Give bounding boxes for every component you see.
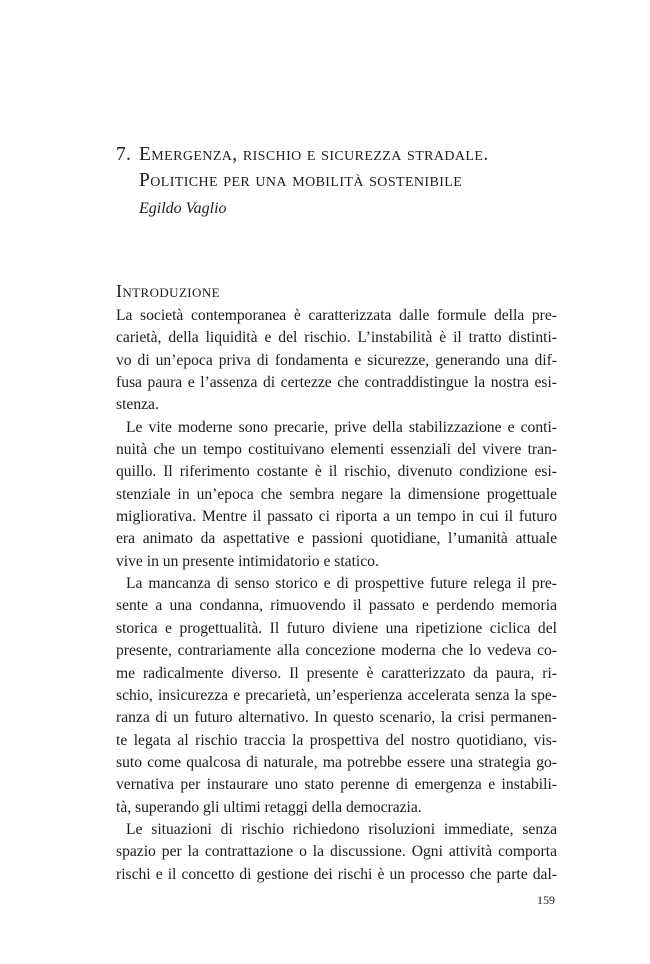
- text-line: presente, contrariamente alla concezione moderna che lo vedeva co-: [116, 642, 557, 660]
- text-line: sente a una condanna, rimuovendo il passato e perdendo memoria: [116, 597, 557, 615]
- text-line: spazio per la contrattazione o la discussione. Ogni attività comporta: [116, 843, 557, 861]
- chapter-number: 7.: [116, 144, 132, 165]
- text-line: La società contemporanea è caratterizzata dalle formule della pre-: [116, 307, 557, 324]
- paragraph: [116, 573, 557, 819]
- section-title: Introduzione: [116, 281, 220, 301]
- text-line: migliorativa. Mentre il passato ci riporta a un tempo in cui il futuro: [116, 508, 557, 526]
- chapter-title-line: Politiche per una mobilità sostenibile: [139, 170, 463, 191]
- text-line: te legata al rischio traccia la prospettiva del nostro quotidiano, vis-: [116, 731, 557, 749]
- text-line: rischi e il concetto di gestione dei rischi è un processo che parte dal-: [116, 865, 557, 883]
- text-line: La mancanza di senso storico e di prospettive future relega il pre-: [126, 575, 557, 593]
- chapter-title: [139, 142, 586, 194]
- text-line: carietà, della liquidità e del rischio. L’instabilità è il tratto distinti-: [116, 329, 557, 347]
- text-line: suto come qualcosa di naturale, ma potrebbe essere una strategia go-: [116, 753, 557, 771]
- text-line: schio, insicurezza e precarietà, un’esperienza accelerata senza la spe-: [116, 686, 557, 704]
- page-number: 159: [537, 893, 555, 907]
- text-line: Le vite moderne sono precarie, prive della stabilizzazione e conti-: [126, 418, 557, 436]
- paragraph: [116, 819, 557, 886]
- text-line: nuità che un tempo costituivano elementi essenziali del vivere tran-: [116, 441, 557, 459]
- text-line: vo di un’epoca priva di fondamenta e sicurezze, generando una dif-: [116, 351, 557, 369]
- text-line: storica e progettualità. Il futuro diviene una ripetizione ciclica del: [116, 619, 557, 637]
- paragraph: [116, 305, 557, 417]
- text-line: me radicalmente diverso. Il presente è caratterizzato da paura, ri-: [116, 664, 557, 682]
- chapter-heading: [116, 142, 586, 220]
- text-line: vive in un presente intimidatorio e statico.: [116, 552, 379, 570]
- text-line: tà, superando gli ultimi retaggi della democrazia.: [116, 798, 422, 816]
- paragraph: [116, 417, 557, 573]
- chapter-title-line: Emergenza, rischio e sicurezza stradale.: [139, 144, 489, 165]
- text-line: fusa paura e l’assenza di certezze che contraddistingue la nostra esi-: [116, 374, 557, 392]
- text-line: era animato da aspettative e passioni quotidiane, l’umanità attuale: [116, 530, 557, 548]
- body-text: [116, 305, 557, 886]
- text-line: quillo. Il riferimento costante è il rischio, divenuto condizione esi-: [116, 463, 557, 481]
- text-line: stenziale in un’epoca che sembra negare la dimensione progettuale: [116, 485, 557, 503]
- text-line: ranza di un futuro alternativo. In questo scenario, la crisi permanen-: [116, 709, 557, 727]
- chapter-author: Egildo Vaglio: [139, 200, 227, 217]
- text-line: stenza.: [116, 396, 159, 414]
- text-line: vernativa per instaurare uno stato perenne di emergenza e instabili-: [116, 776, 557, 794]
- text-line: Le situazioni di rischio richiedono risoluzioni immediate, senza: [126, 820, 557, 838]
